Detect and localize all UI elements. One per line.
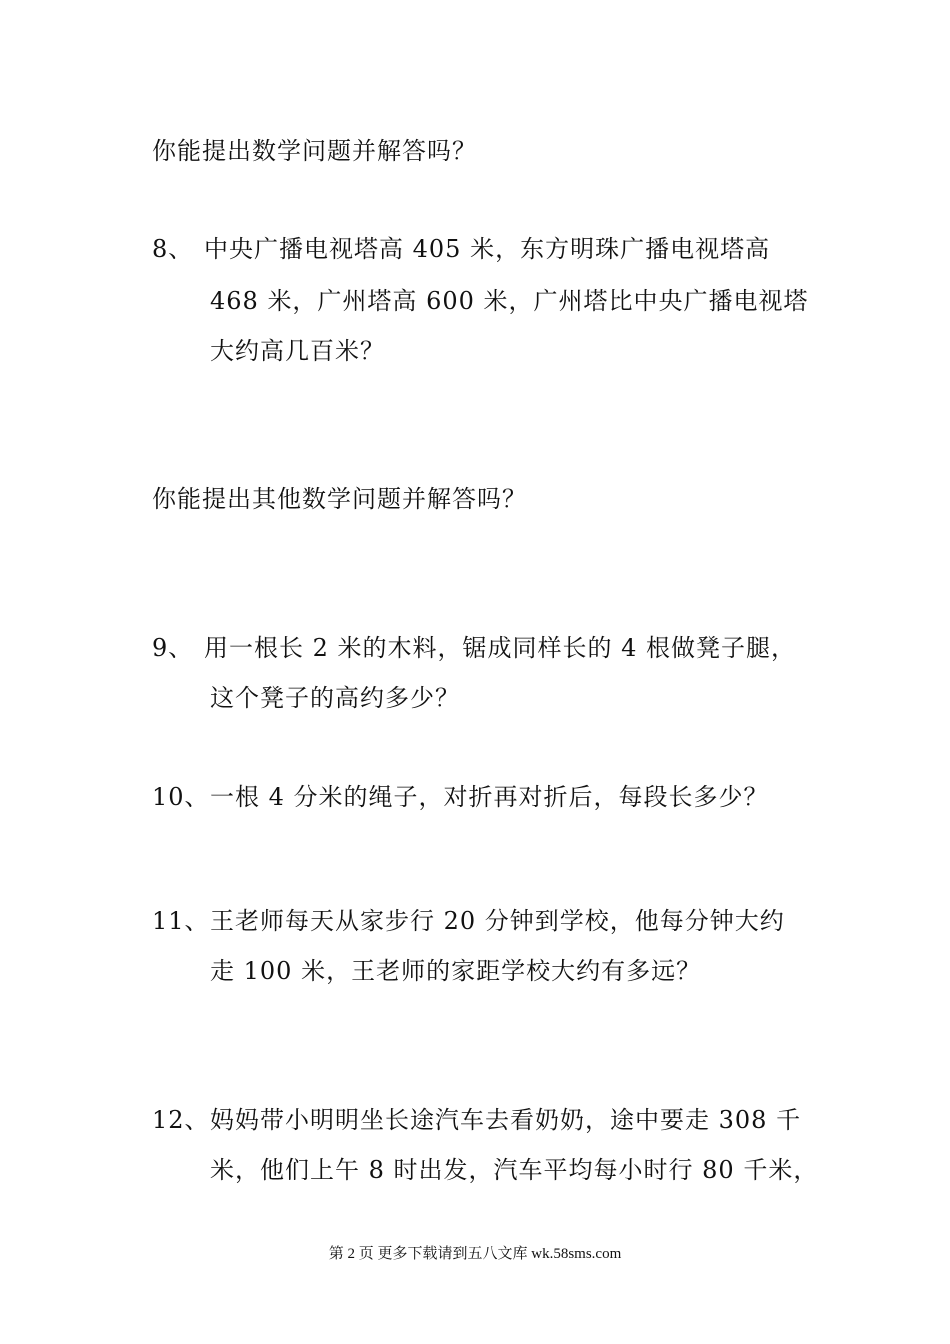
question-text: 王老师每天从家步行 20 分钟到学校，他每分钟大约 bbox=[210, 907, 785, 935]
question-8-line-3: 大约高几百米？ bbox=[210, 337, 385, 365]
question-8-line-2: 468 米，广州塔高 600 米，广州塔比中央广播电视塔 bbox=[210, 287, 809, 315]
question-12-line-2: 米，他们上午 8 时出发，汽车平均每小时行 80 千米， bbox=[210, 1156, 819, 1184]
question-number: 11、 bbox=[152, 907, 210, 935]
prompt-text: 你能提出数学问题并解答吗？ bbox=[152, 137, 477, 165]
prompt-text: 你能提出其他数学问题并解答吗？ bbox=[152, 485, 527, 513]
question-text: 妈妈带小明明坐长途汽车去看奶奶，途中要走 308 千 bbox=[210, 1106, 802, 1134]
question-number: 9、 bbox=[152, 634, 194, 662]
question-text: 用一根长 2 米的木料，锯成同样长的 4 根做凳子腿， bbox=[204, 634, 797, 662]
question-9-line-1 bbox=[152, 632, 796, 664]
question-number: 10、 bbox=[152, 783, 210, 811]
question-11-line-1 bbox=[152, 905, 785, 937]
question-11-line-2: 走 100 米，王老师的家距学校大约有多远？ bbox=[210, 957, 702, 985]
question-number: 8、 bbox=[152, 235, 194, 263]
question-8-line-1 bbox=[152, 233, 770, 265]
question-text: 一根 4 分米的绳子，对折再对折后，每段长多少？ bbox=[210, 783, 769, 811]
question-12-line-1 bbox=[152, 1104, 801, 1136]
question-10-line-1 bbox=[152, 781, 769, 813]
question-text: 中央广播电视塔高 405 米，东方明珠广播电视塔高 bbox=[204, 235, 771, 263]
question-number: 12、 bbox=[152, 1106, 210, 1134]
page-footer: 第 2 页 更多下载请到五八文库 wk.58sms.com bbox=[328, 1246, 622, 1262]
question-9-line-2: 这个凳子的高约多少？ bbox=[210, 684, 460, 712]
